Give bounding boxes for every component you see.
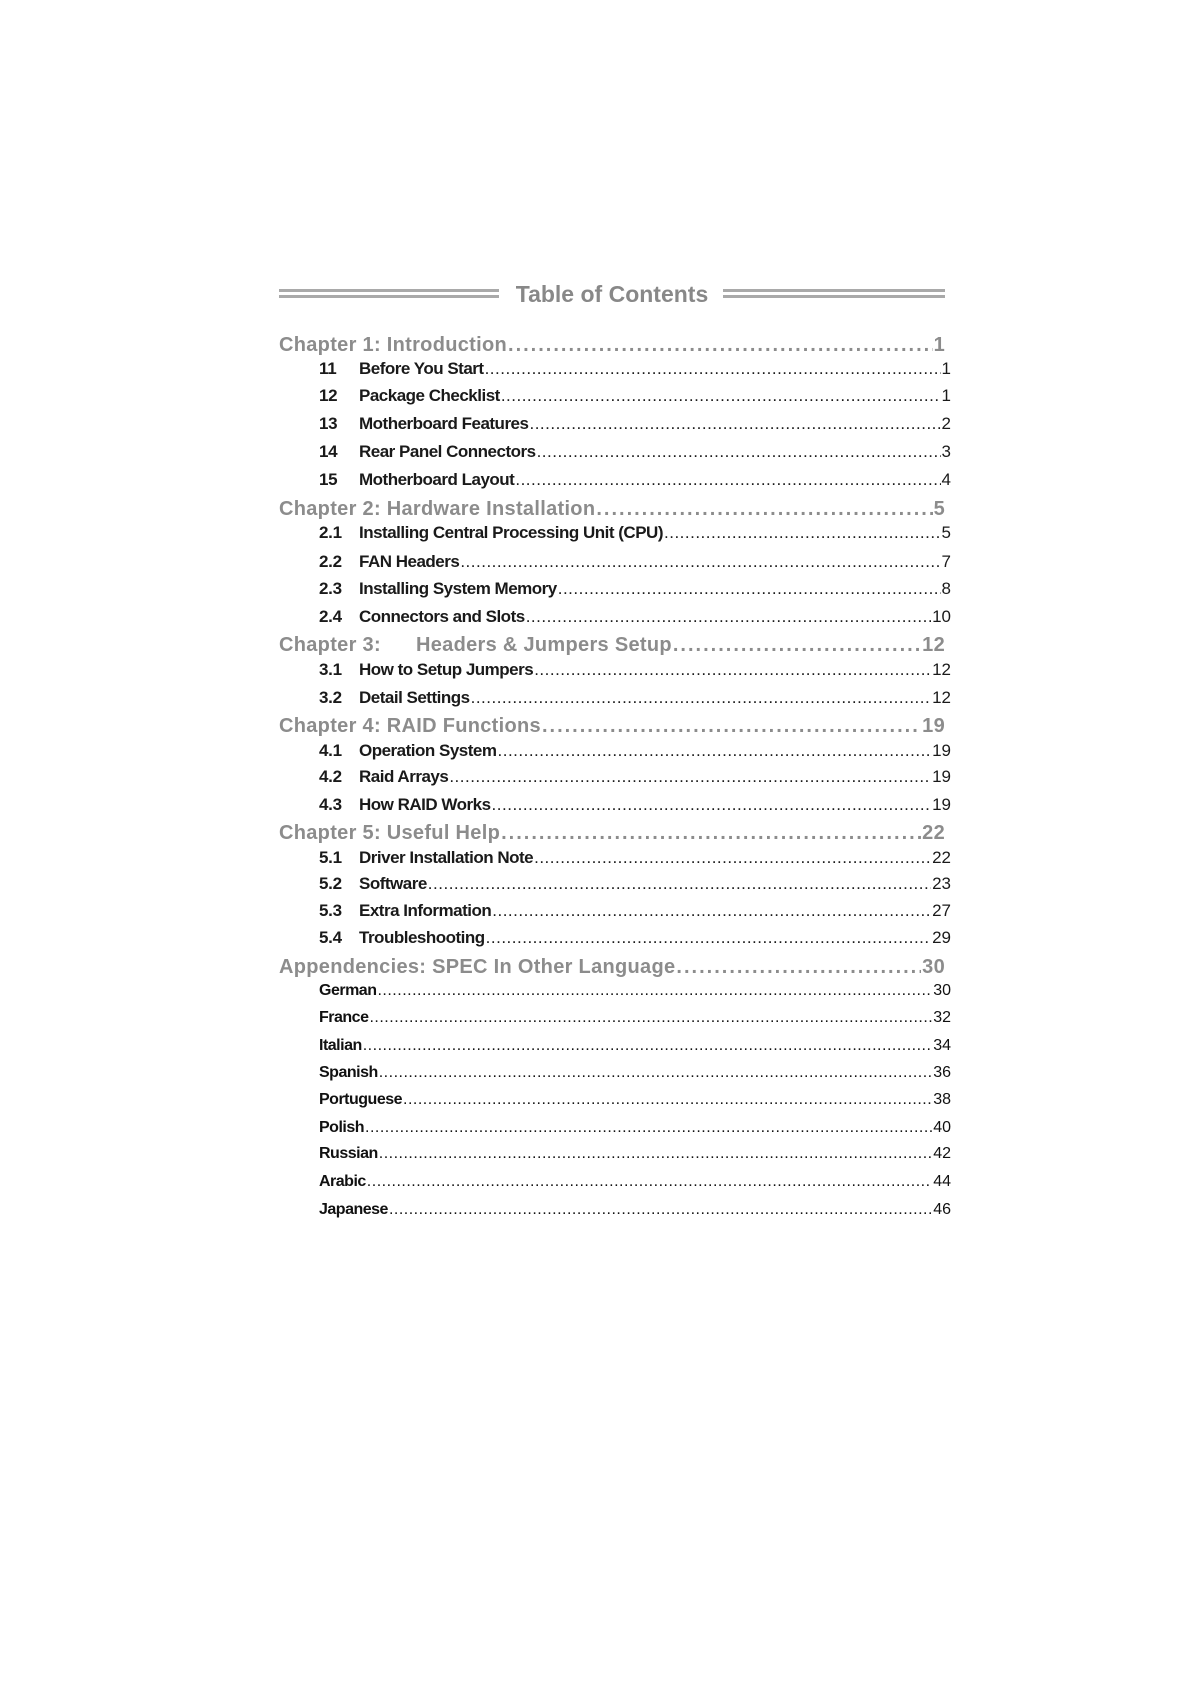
dot-leader xyxy=(377,982,932,1000)
toc-language-entry[interactable] xyxy=(279,1064,951,1082)
page-number: 38 xyxy=(933,1091,951,1108)
section-title: Rear Panel Connectors xyxy=(359,442,536,461)
language-name: Italian xyxy=(319,1037,362,1054)
section-number: 12 xyxy=(319,386,338,405)
toc-language-entry[interactable] xyxy=(279,1145,951,1163)
dot-leader xyxy=(492,901,931,921)
dot-leader xyxy=(365,1119,932,1137)
page-number: 30 xyxy=(933,982,951,999)
section-title: Motherboard Features xyxy=(359,414,529,433)
toc-header xyxy=(279,278,945,314)
page-number: 22 xyxy=(922,822,945,844)
dot-leader xyxy=(676,956,921,979)
dot-leader xyxy=(537,442,941,462)
page-number: 12 xyxy=(922,634,945,656)
dot-leader xyxy=(471,688,931,708)
section-number: 13 xyxy=(319,414,338,433)
section-number: 2.4 xyxy=(319,607,342,626)
toc-language-entry[interactable] xyxy=(279,1173,951,1191)
dot-leader xyxy=(526,607,931,627)
chapter-title: Appendencies: SPEC In Other Language xyxy=(279,956,676,978)
title-rule-left xyxy=(279,289,499,298)
page-number: 19 xyxy=(932,741,951,760)
page-number: 5 xyxy=(941,523,951,542)
toc-section-entry[interactable] xyxy=(279,901,951,921)
page-number: 7 xyxy=(941,552,951,571)
page-number: 4 xyxy=(941,470,951,489)
toc-section-entry[interactable] xyxy=(279,660,951,680)
toc-section-entry[interactable] xyxy=(279,607,951,627)
page-number: 44 xyxy=(933,1173,951,1190)
page-number: 46 xyxy=(933,1201,951,1218)
page-number: 1 xyxy=(933,334,945,356)
toc-section-entry[interactable] xyxy=(279,442,951,462)
language-name: German xyxy=(319,982,377,999)
section-number: 3.2 xyxy=(319,688,342,707)
page-number: 30 xyxy=(922,956,945,978)
section-title: Extra Information xyxy=(359,901,492,920)
chapter-title: Chapter 1: Introduction xyxy=(279,334,508,356)
dot-leader xyxy=(367,1173,932,1191)
toc-language-entry[interactable] xyxy=(279,1037,951,1055)
dot-leader xyxy=(449,767,931,787)
toc-language-entry[interactable] xyxy=(279,1091,951,1109)
section-title: Software xyxy=(359,874,427,893)
toc-chapter-entry[interactable] xyxy=(279,334,951,357)
page-number: 10 xyxy=(932,607,951,626)
language-name: Portuguese xyxy=(319,1091,403,1108)
dot-leader xyxy=(363,1037,932,1055)
title-rule-right xyxy=(723,289,945,298)
page-number: 22 xyxy=(932,848,951,867)
page-number: 12 xyxy=(932,660,951,679)
page-number: 12 xyxy=(932,688,951,707)
page-number: 1 xyxy=(941,386,951,405)
page-number: 5 xyxy=(933,498,945,520)
section-number: 5.1 xyxy=(319,848,342,867)
toc-section-entry[interactable] xyxy=(279,741,951,761)
language-name: Arabic xyxy=(319,1173,366,1190)
page-number: 36 xyxy=(933,1064,951,1081)
section-number: 4.1 xyxy=(319,741,342,760)
page-number: 8 xyxy=(941,579,951,598)
section-title: Troubleshooting xyxy=(359,928,485,947)
language-name: Japanese xyxy=(319,1201,388,1218)
toc-section-entry[interactable] xyxy=(279,359,951,379)
dot-leader xyxy=(379,1145,932,1163)
toc-section-entry[interactable] xyxy=(279,874,951,894)
toc-section-entry[interactable] xyxy=(279,688,951,708)
section-number: 4.2 xyxy=(319,767,342,786)
section-title: Driver Installation Note xyxy=(359,848,534,867)
dot-leader xyxy=(389,1201,932,1219)
language-name: Russian xyxy=(319,1145,378,1162)
section-title: Installing System Memory xyxy=(359,579,557,598)
dot-leader xyxy=(558,579,941,599)
toc-section-entry[interactable] xyxy=(279,470,951,490)
dot-leader xyxy=(379,1064,932,1082)
page-title: Table of Contents xyxy=(515,281,709,307)
toc-language-entry[interactable] xyxy=(279,982,951,1000)
toc-section-entry[interactable] xyxy=(279,523,951,543)
chapter-title: Chapter 5: Useful Help xyxy=(279,822,501,844)
toc-section-entry[interactable] xyxy=(279,795,951,815)
section-title: Motherboard Layout xyxy=(359,470,515,489)
language-name: Spanish xyxy=(319,1064,378,1081)
language-name: France xyxy=(319,1009,369,1026)
chapter-label: Chapter 3: xyxy=(279,634,381,656)
page-number: 29 xyxy=(932,928,951,947)
section-title: Detail Settings xyxy=(359,688,470,707)
toc-language-entry[interactable] xyxy=(279,1201,951,1219)
dot-leader xyxy=(501,822,921,845)
dot-leader xyxy=(492,795,932,815)
dot-leader xyxy=(486,928,931,948)
dot-leader xyxy=(529,414,940,434)
dot-leader xyxy=(460,552,940,572)
section-number: 15 xyxy=(319,470,338,489)
section-number: 14 xyxy=(319,442,338,461)
page-number: 40 xyxy=(933,1119,951,1136)
dot-leader xyxy=(498,741,932,761)
dot-leader xyxy=(508,334,933,357)
section-number: 11 xyxy=(319,359,337,378)
toc-section-entry[interactable] xyxy=(279,767,951,787)
section-title: Raid Arrays xyxy=(359,767,449,786)
toc-section-entry[interactable] xyxy=(279,928,951,948)
toc-language-entry[interactable] xyxy=(279,1119,951,1137)
toc-section-entry[interactable] xyxy=(279,386,951,406)
dot-leader xyxy=(485,359,941,379)
page-number: 19 xyxy=(932,795,951,814)
toc-chapter-entry[interactable] xyxy=(279,715,951,738)
dot-leader xyxy=(673,634,921,657)
page-number: 3 xyxy=(941,442,951,461)
toc-chapter-entry[interactable] xyxy=(279,822,951,845)
toc-section-entry[interactable] xyxy=(279,848,951,868)
toc-section-entry[interactable] xyxy=(279,579,951,599)
language-name: Polish xyxy=(319,1119,365,1136)
section-title: Before You Start xyxy=(359,359,484,378)
section-number: 4.3 xyxy=(319,795,342,814)
dot-leader xyxy=(369,1009,932,1027)
dot-leader xyxy=(501,386,941,406)
section-title: Connectors and Slots xyxy=(359,607,525,626)
chapter-title: Chapter 2: Hardware Installation xyxy=(279,498,596,520)
dot-leader xyxy=(403,1091,932,1109)
page-number: 42 xyxy=(933,1145,951,1162)
toc-chapter-entry[interactable] xyxy=(279,634,951,657)
section-number: 5.2 xyxy=(319,874,342,893)
dot-leader xyxy=(534,660,931,680)
page-number: 23 xyxy=(932,874,951,893)
chapter-title: Headers & Jumpers Setup xyxy=(416,634,672,656)
section-number: 2.2 xyxy=(319,552,342,571)
dot-leader xyxy=(428,874,931,894)
page-number: 32 xyxy=(933,1009,951,1026)
toc-section-entry[interactable] xyxy=(279,552,951,572)
dot-leader xyxy=(596,498,932,521)
section-number: 2.1 xyxy=(319,523,342,542)
page-number: 2 xyxy=(941,414,951,433)
page-number: 19 xyxy=(922,715,945,737)
section-number: 3.1 xyxy=(319,660,342,679)
toc-language-entry[interactable] xyxy=(279,1009,951,1027)
page-number: 19 xyxy=(932,767,951,786)
section-title: Operation System xyxy=(359,741,497,760)
page-number: 34 xyxy=(933,1037,951,1054)
dot-leader xyxy=(542,715,921,738)
dot-leader xyxy=(534,848,931,868)
section-number: 5.4 xyxy=(319,928,342,947)
chapter-title: Chapter 4: RAID Functions xyxy=(279,715,541,737)
dot-leader xyxy=(515,470,940,490)
section-title: FAN Headers xyxy=(359,552,460,571)
section-title: How RAID Works xyxy=(359,795,491,814)
section-number: 5.3 xyxy=(319,901,342,920)
toc-chapter-entry[interactable] xyxy=(279,956,951,979)
page-number: 27 xyxy=(932,901,951,920)
page-number: 1 xyxy=(941,359,951,378)
section-title: How to Setup Jumpers xyxy=(359,660,534,679)
section-title: Installing Central Processing Unit (CPU) xyxy=(359,523,663,542)
dot-leader xyxy=(664,523,941,543)
section-number: 2.3 xyxy=(319,579,342,598)
section-title: Package Checklist xyxy=(359,386,500,405)
toc-chapter-entry[interactable] xyxy=(279,498,951,521)
toc-section-entry[interactable] xyxy=(279,414,951,434)
